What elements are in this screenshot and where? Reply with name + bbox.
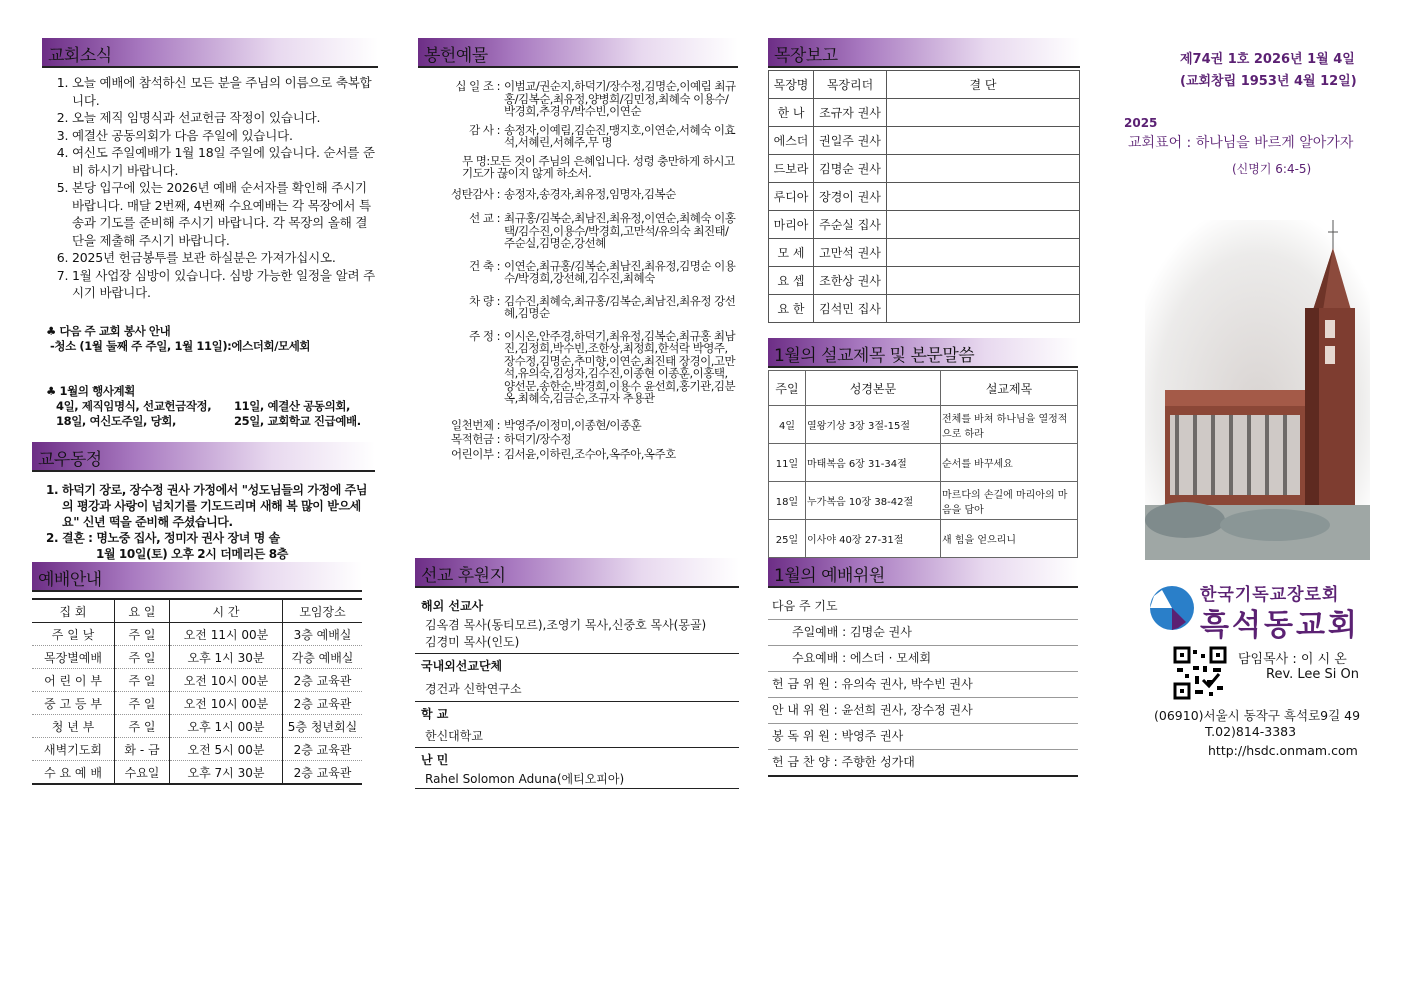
offering-value: 김수진,최혜숙,최규홍/김복순,최남진,최유정 강선혜,김명순 xyxy=(504,293,736,320)
sermon-table xyxy=(768,370,1078,558)
worship-table xyxy=(32,598,362,785)
cell: 4일 xyxy=(769,406,806,444)
offering-value: 박영주/이정미,이종현/이종훈 xyxy=(504,417,642,432)
cell: 드보라 xyxy=(769,155,814,183)
list-item: 김경미 목사(인도) xyxy=(425,635,520,649)
offering-label: 성탄감사 : xyxy=(451,186,500,201)
worship-col-header: 요 일 xyxy=(115,599,170,623)
offering-row xyxy=(418,80,738,118)
decision-cell[interactable] xyxy=(887,211,1080,239)
cover-phone: T.02)814-3383 xyxy=(1205,724,1297,739)
cell: 조한상 권사 xyxy=(814,267,887,295)
events-left-1: 4일, 제직임명식, 선교헌금작정, xyxy=(56,398,212,413)
cell: 청 년 부 xyxy=(32,715,115,738)
committee-prayer-head: 다음 주 기도 xyxy=(768,594,1078,620)
cell: 권일주 권사 xyxy=(814,127,887,155)
cell: 오전 5시 00분 xyxy=(170,738,283,761)
offering-label: 선 교 : xyxy=(469,211,500,225)
worship-col-header: 집 회 xyxy=(32,599,115,623)
table-row xyxy=(769,444,1078,482)
decision-cell[interactable] xyxy=(887,99,1080,127)
offering-row xyxy=(418,330,738,405)
cell: 5층 청년회실 xyxy=(283,715,363,738)
table-row xyxy=(32,692,362,715)
support-group: 난 민 xyxy=(415,747,739,771)
mokjang-table xyxy=(768,70,1080,323)
members-section: 교우동정 1. 하덕기 장로, 장수정 권사 가정에서 "성도님들의 가정에 주님의 평강과 사랑이 넘치기를 기도드리며 새해 복 많이 받으세요" 신년 떡을 준비해 주셨습니다. 2. 결혼 : 명노중 집사, 정미자 권사 장녀 명 솔 1월 10일(토) 오후 2시 더메리든 8층 xyxy=(32,442,375,562)
cell: 중 고 등 부 xyxy=(32,692,115,715)
cover-church-name: 흑석동교회 xyxy=(1200,608,1360,643)
cell: 수 요 예 배 xyxy=(32,761,115,785)
cell: 2층 교육관 xyxy=(283,738,363,761)
cell: 오전 10시 00분 xyxy=(170,669,283,692)
news-item: 4. 여신도 주일예배가 1월 18일 주일에 있습니다. 순서를 준비 하시기 바랍니다. xyxy=(72,144,378,179)
cell: 주 일 xyxy=(115,715,170,738)
cover-address: (06910)서울시 동작구 흑석로9길 49 xyxy=(1154,708,1361,723)
mokjang-col-header: 목장명 xyxy=(769,71,814,99)
mokjang-header xyxy=(768,38,1080,68)
cell: 전체를 바쳐 하나님을 열정적으로 하라 xyxy=(941,406,1078,444)
sermon-section xyxy=(768,338,1078,558)
sermon-header xyxy=(768,338,1078,368)
cell: 어 린 이 부 xyxy=(32,669,115,692)
cell: 누가복음 10장 38-42절 xyxy=(806,482,941,520)
committee-row: 헌 금 위 원 : 유의숙 권사, 박수빈 권사 xyxy=(768,672,1078,698)
table-row xyxy=(769,482,1078,520)
mokjang-section xyxy=(768,38,1080,323)
news-item: 5. 본당 입구에 있는 2026년 예배 순서자를 확인해 주시기 바랍니다. 매달 2번째, 4번째 수요예배는 각 목장에서 특송과 기도를 준비해 주시기 바랍니다. 각 목장의 올해 결단을 제출해 주시기 바랍니다. xyxy=(72,179,378,249)
cell: 오후 7시 30분 xyxy=(170,761,283,785)
cell: 장경이 권사 xyxy=(814,183,887,211)
service-heading: ♣ 다음 주 교회 봉사 안내 xyxy=(46,323,171,338)
list-item: Rahel Solomon Aduna(에티오피아) xyxy=(415,771,739,789)
offering-value: 무 명:모든 것이 주님의 은혜입니다. 성령 충만하게 하시고 기도가 끊이지 않게 하소서. xyxy=(462,153,735,180)
mokjang-col-header: 결 단 xyxy=(887,71,1080,99)
offering-label: 주 정 : xyxy=(469,328,500,343)
church-building-illustration xyxy=(1145,220,1370,560)
decision-cell[interactable] xyxy=(887,239,1080,267)
members-item-2a: 결혼 : 명노중 집사, 정미자 권사 장녀 명 솔 xyxy=(62,531,280,545)
cell: 열왕기상 3장 3절-15절 xyxy=(806,406,941,444)
cell: 2층 교육관 xyxy=(283,761,363,785)
list-item: 김옥겸 목사(동티모르),조영기 목사,신중호 목사(몽골) xyxy=(425,618,707,632)
members-title: 교우동정 xyxy=(38,450,102,470)
offering-label: 일천번제 : xyxy=(451,417,500,432)
offering-label: 십 일 조 : xyxy=(455,79,500,93)
cell: 수요일 xyxy=(115,761,170,785)
cell: 3층 예배실 xyxy=(283,623,363,646)
decision-cell[interactable] xyxy=(887,183,1080,211)
worship-col-header: 시 간 xyxy=(170,599,283,623)
offering-value: 이범교/권순지,하덕기/장수정,김명순,이예림 최규홍/김복순,최유정,양병희/김민정,최혜숙 이용수/박경희,추경우/박수빈,이연순 xyxy=(504,79,736,118)
cell: 18일 xyxy=(769,482,806,520)
events-right-1: 11일, 예결산 공동의회, xyxy=(234,398,351,413)
cell: 오후 1시 00분 xyxy=(170,715,283,738)
cell: 2층 교육관 xyxy=(283,669,363,692)
offering-value: 최규홍/김복순,최남진,최유정,이연순,최혜숙 이홍택/김수진,이용수/박경희,고만석/유의숙 최진태/주순실,김명순,강선혜 xyxy=(504,211,736,250)
cell: 주 일 xyxy=(115,623,170,646)
committee-header xyxy=(768,558,1078,588)
offering-label: 어린이부 : xyxy=(451,446,500,461)
offering-row xyxy=(418,155,738,180)
cell: 오전 10시 00분 xyxy=(170,692,283,715)
worship-col-header: 모임장소 xyxy=(283,599,363,623)
list-item: 한신대학교 xyxy=(425,729,483,743)
table-row xyxy=(769,155,1080,183)
committee-row: 헌 금 찬 양 : 주향한 성가대 xyxy=(768,750,1078,777)
offering-row xyxy=(418,124,738,149)
cell: 오전 11시 00분 xyxy=(170,623,283,646)
table-row xyxy=(769,183,1080,211)
table-row xyxy=(769,239,1080,267)
offering-value: 하덕기/장수정 xyxy=(504,432,572,446)
events-left-2: 18일, 여신도주일, 당회, xyxy=(56,413,176,428)
cell: 오후 1시 30분 xyxy=(170,646,283,669)
offering-label xyxy=(418,155,462,180)
cell: 순서를 바꾸세요 xyxy=(941,444,1078,482)
cover-pastor-en: Rev. Lee Si On xyxy=(1266,667,1360,682)
support-group: 해외 선교사 xyxy=(421,599,484,613)
cell: 루디아 xyxy=(769,183,814,211)
events-heading: ♣ 1월의 행사계획 xyxy=(46,383,135,398)
cell: 목장별예배 xyxy=(32,646,115,669)
cell: 주 일 낮 xyxy=(32,623,115,646)
news-item: 6. 2025년 헌금봉투를 보관 하실분은 가져가십시오. xyxy=(72,249,378,267)
cell: 새벽기도회 xyxy=(32,738,115,761)
cover-year: 2025 xyxy=(1124,116,1158,130)
cell: 각층 예배실 xyxy=(283,646,363,669)
table-row xyxy=(769,211,1080,239)
offering-row xyxy=(418,295,738,320)
news-item: 2. 오늘 제직 임명식과 선교헌금 작정이 있습니다. xyxy=(72,109,378,127)
table-row xyxy=(769,127,1080,155)
offering-label: 감 사 : xyxy=(469,122,500,137)
news-item: 7. 1월 사업장 심방이 있습니다. 심방 가능한 일정을 알려 주시기 바랍니다. xyxy=(72,267,378,302)
qr-code-icon[interactable] xyxy=(1173,646,1227,700)
offering-value: 이연순,최규홍/김복순,최남진,최유정,김명순 이용수/박경희,강선혜,김수진,최혜숙 xyxy=(504,258,736,285)
table-row xyxy=(32,761,362,785)
events-right-2: 25일, 교회학교 진급예배. xyxy=(234,413,361,428)
table-row xyxy=(769,406,1078,444)
committee-sub-2: 수요예배 : 에스더 · 모세회 xyxy=(768,646,1078,672)
cell: 이사야 40장 27-31절 xyxy=(806,520,941,558)
decision-cell[interactable] xyxy=(887,267,1080,295)
list-item: 경건과 신학연구소 xyxy=(425,682,522,696)
cell: 2층 교육관 xyxy=(283,692,363,715)
offering-row xyxy=(418,212,738,250)
cell: 주 일 xyxy=(115,646,170,669)
committee-section xyxy=(768,558,1078,777)
mokjang-title: 목장보고 xyxy=(774,46,838,66)
offering-section xyxy=(418,38,738,466)
worship-header xyxy=(32,562,362,592)
cell: 모 세 xyxy=(769,239,814,267)
table-row xyxy=(32,738,362,761)
cell: 요 셉 xyxy=(769,267,814,295)
offering-value: 송정자,송경자,최유정,임명자,김복순 xyxy=(504,186,676,201)
column-left xyxy=(42,38,378,429)
offering-title: 봉헌예물 xyxy=(424,46,488,66)
committee-title: 1월의 예배위원 xyxy=(774,566,885,586)
cell: 주순실 집사 xyxy=(814,211,887,239)
cover-founded: (교회창립 1953년 4월 12일) xyxy=(1180,74,1357,89)
mokjang-col-header: 목장리더 xyxy=(814,71,887,99)
support-group: 국내외선교단체 xyxy=(415,653,739,677)
cell: 주 일 xyxy=(115,692,170,715)
committee-row: 안 내 위 원 : 윤선희 권사, 장수정 권사 xyxy=(768,698,1078,724)
news-title: 교회소식 xyxy=(48,46,112,66)
sermon-col-header: 성경본문 xyxy=(806,371,941,406)
offering-label: 목적헌금 : xyxy=(451,432,500,446)
table-row xyxy=(32,646,362,669)
cell: 25일 xyxy=(769,520,806,558)
cell: 고만석 권사 xyxy=(814,239,887,267)
offering-row xyxy=(418,188,738,201)
cell: 마리아 xyxy=(769,211,814,239)
offering-row xyxy=(418,448,738,461)
cell: 요 한 xyxy=(769,295,814,323)
members-header xyxy=(32,442,375,472)
table-row xyxy=(769,520,1078,558)
table-row xyxy=(769,99,1080,127)
cell: 김명순 권사 xyxy=(814,155,887,183)
cell: 조규자 권사 xyxy=(814,99,887,127)
cell: 마르다의 손길에 마리아의 마음을 담아 xyxy=(941,482,1078,520)
members-item-1: 하덕기 장로, 장수정 권사 가정에서 "성도님들의 가정에 주님의 평강과 사랑이 넘치기를 기도드리며 새해 복 많이 받으세요" 신년 떡을 준비해 주셨습니다. xyxy=(62,483,368,529)
offering-row xyxy=(418,433,738,446)
cell: 마태복음 6장 31-34절 xyxy=(806,444,941,482)
members-item-2b: 1월 10일(토) 오후 2시 더메리든 8층 xyxy=(96,547,288,561)
cover-volume: 제74권 1호 2026년 1월 4일 xyxy=(1180,52,1355,67)
service-line: -청소 (1월 둘째 주 주일, 1월 11일):에스더회/모세회 xyxy=(50,338,311,353)
offering-label: 건 축 : xyxy=(469,258,500,273)
cell: 새 힘을 얻으리니 xyxy=(941,520,1078,558)
table-row xyxy=(769,295,1080,323)
decision-cell[interactable] xyxy=(887,155,1080,183)
cell: 주 일 xyxy=(115,669,170,692)
decision-cell[interactable] xyxy=(887,295,1080,323)
support-title: 선교 후원지 xyxy=(421,566,506,586)
news-list xyxy=(42,74,378,302)
offering-value: 이시온,안주경,하덕기,최유정,김복순,최규홍 최남진,김정희,박수빈,조한상,최정희,한석락 박영주,장수정,김명순,추미향,이연순,최진태 장경이,고만석,유의숙,김성자,김수진,이종현 이종훈,이홍택,양선문,송한순,박경희,이용수 윤선희,홍기관,김분옥,최혜숙,김금순,조규자 추용관 xyxy=(504,328,736,405)
offering-row xyxy=(418,419,738,432)
committee-row: 봉 독 위 원 : 박영주 권사 xyxy=(768,724,1078,750)
sermon-title: 1월의 설교제목 및 본문말씀 xyxy=(774,346,975,366)
cover-verse: (신명기 6:4-5) xyxy=(1232,162,1312,176)
support-section xyxy=(415,558,739,789)
table-row xyxy=(32,715,362,738)
cell: 김석민 집사 xyxy=(814,295,887,323)
support-header xyxy=(415,558,739,588)
offering-value: 송정자,이예림,김순진,맹지호,이연순,서혜숙 이효석,서혜린,서혜주,무 명 xyxy=(504,122,736,149)
worship-section xyxy=(32,562,362,785)
cell: 화 - 금 xyxy=(115,738,170,761)
cover-url[interactable]: http://hsdc.onmam.com xyxy=(1208,743,1358,758)
sermon-col-header: 설교제목 xyxy=(941,371,1078,406)
cover-denomination: 한국기독교장로회 xyxy=(1200,585,1340,605)
cell: 11일 xyxy=(769,444,806,482)
decision-cell[interactable] xyxy=(887,127,1080,155)
offering-value: 김서윤,이하린,조수아,옥주아,옥주호 xyxy=(504,446,676,461)
offering-header xyxy=(418,38,738,68)
committee-sub-1: 주일예배 : 김명순 권사 xyxy=(768,620,1078,646)
cell: 에스더 xyxy=(769,127,814,155)
church-logo-icon xyxy=(1148,584,1196,632)
news-header xyxy=(42,38,378,68)
worship-title: 예배안내 xyxy=(38,570,102,590)
table-row xyxy=(769,267,1080,295)
offering-label: 차 량 : xyxy=(469,293,500,308)
cell: 한 나 xyxy=(769,99,814,127)
sermon-col-header: 주일 xyxy=(769,371,806,406)
cover-pastor: 담임목사 : 이 시 온 xyxy=(1238,652,1347,667)
offering-row xyxy=(418,260,738,285)
news-item: 1. 오늘 예배에 참석하신 모든 분을 주님의 이름으로 축복합니다. xyxy=(72,74,378,109)
news-item: 3. 예결산 공동의회가 다음 주일에 있습니다. xyxy=(72,127,378,145)
cover-motto: 교회표어 : 하나님을 바르게 알아가자 xyxy=(1128,135,1354,151)
support-group: 학 교 xyxy=(415,701,739,725)
table-row xyxy=(32,623,362,646)
table-row xyxy=(32,669,362,692)
